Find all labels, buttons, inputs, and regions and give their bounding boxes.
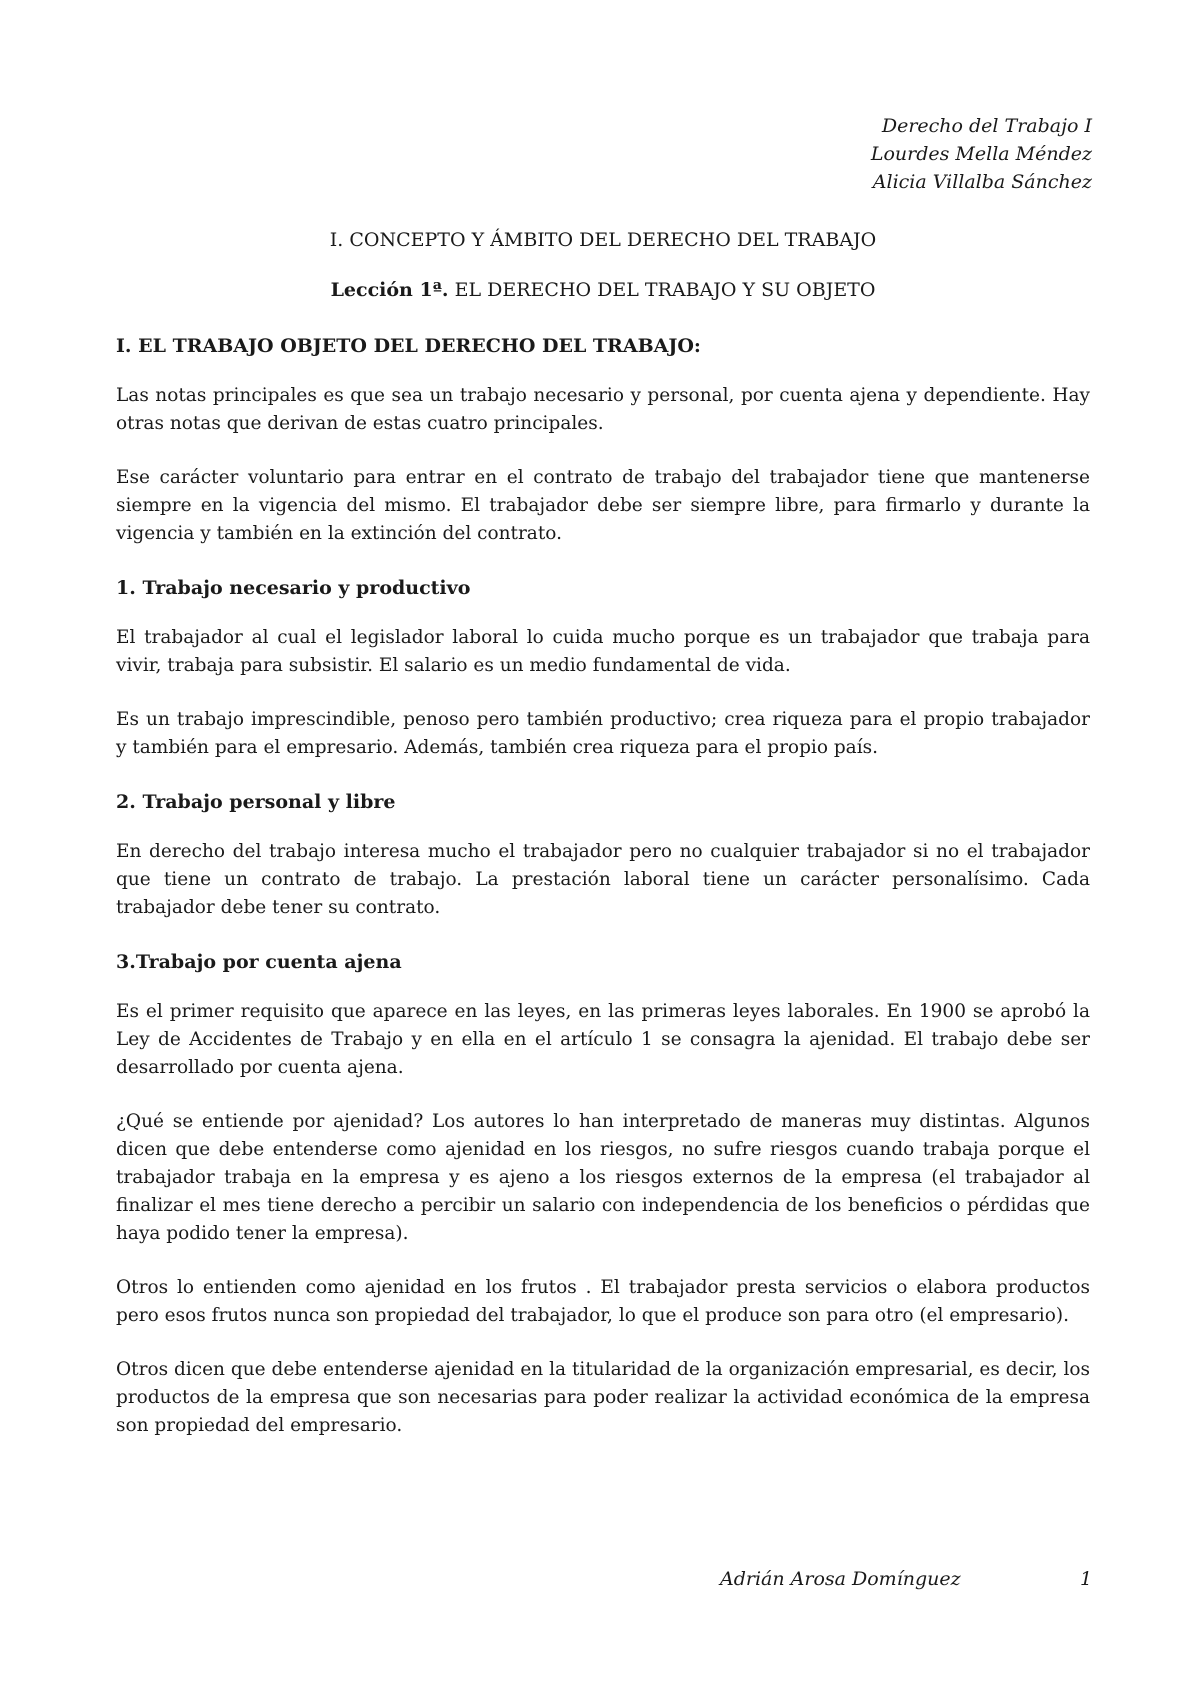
header-author-2: Alicia Villalba Sánchez (872, 171, 1092, 193)
paragraph: Las notas principales es que sea un trabajo necesario y personal, por cuenta ajena y dependiente. Hay otras notas que derivan de estas cuatro principales. (116, 385, 1090, 434)
paragraph: Ese carácter voluntario para entrar en el contrato de trabajo del trabajador tiene que mantenerse siempre en la vigencia del mismo. El trabajador debe ser siempre libre, para firmarlo y durante la vigencia y también en la extinción del contrato. (116, 467, 1090, 544)
document-title: I. CONCEPTO Y ÁMBITO DEL DERECHO DEL TRABAJO (329, 229, 877, 251)
paragraph: En derecho del trabajo interesa mucho el trabajador pero no cualquier trabajador si no el trabajador que tiene un contrato de trabajo. La prestación laboral tiene un carácter personalísimo. Cada trabajador debe tener su contrato. (116, 841, 1090, 918)
footer-author: Adrián Arosa Domínguez (720, 1568, 961, 1590)
header-author-1: Lourdes Mella Méndez (870, 143, 1092, 165)
lesson-prefix: Lección 1ª. (330, 279, 449, 301)
subsection-heading: 3.Trabajo por cuenta ajena (116, 951, 402, 973)
subsection-heading: 2. Trabajo personal y libre (116, 791, 396, 813)
document-body (116, 226, 1090, 1466)
subsection-heading: 1. Trabajo necesario y productivo (116, 577, 471, 599)
paragraph: El trabajador al cual el legislador laboral lo cuida mucho porque es un trabajador que trabaja para vivir, trabaja para subsistir. El salario es un medio fundamental de vida. (116, 627, 1090, 676)
paragraph: Otros lo entienden como ajenidad en los frutos . El trabajador presta servicios o elabora productos pero esos frutos nunca son propiedad del trabajador, lo que el produce son para otro (el empresario). (116, 1277, 1090, 1326)
lesson-text: EL DERECHO DEL TRABAJO Y SU OBJETO (448, 279, 876, 301)
header-course: Derecho del Trabajo I (881, 115, 1092, 137)
document-header (871, 112, 1092, 196)
lesson-title (116, 276, 1090, 304)
paragraph: Es un trabajo imprescindible, penoso pero también productivo; crea riqueza para el propio trabajador y también para el empresario. Además, también crea riqueza para el propio país. (116, 709, 1090, 758)
paragraph: Es el primer requisito que aparece en las leyes, en las primeras leyes laborales. En 1900 se aprobó la Ley de Accidentes de Trabajo y en ella en el artículo 1 se consagra la ajenidad. El trabajo debe ser desarrollado por cuenta ajena. (116, 1001, 1090, 1078)
paragraph: ¿Qué se entiende por ajenidad? Los autores lo han interpretado de maneras muy distintas. Algunos dicen que debe entenderse como ajenidad en los riesgos, no sufre riesgos cuando trabaja porque el trabajador trabaja en la empresa y es ajeno a los riesgos externos de la empresa (el trabajador al finalizar el mes tiene derecho a percibir un salario con independencia de los beneficios o pérdidas que haya podido tener la empresa). (116, 1111, 1090, 1244)
paragraph: Otros dicen que debe entenderse ajenidad en la titularidad de la organización empresarial, es decir, los productos de la empresa que son necesarias para poder realizar la actividad económica de la empresa son propiedad del empresario. (116, 1359, 1090, 1436)
page-number: 1 (1080, 1568, 1093, 1590)
section-heading: I. EL TRABAJO OBJETO DEL DERECHO DEL TRABAJO: (116, 335, 701, 357)
